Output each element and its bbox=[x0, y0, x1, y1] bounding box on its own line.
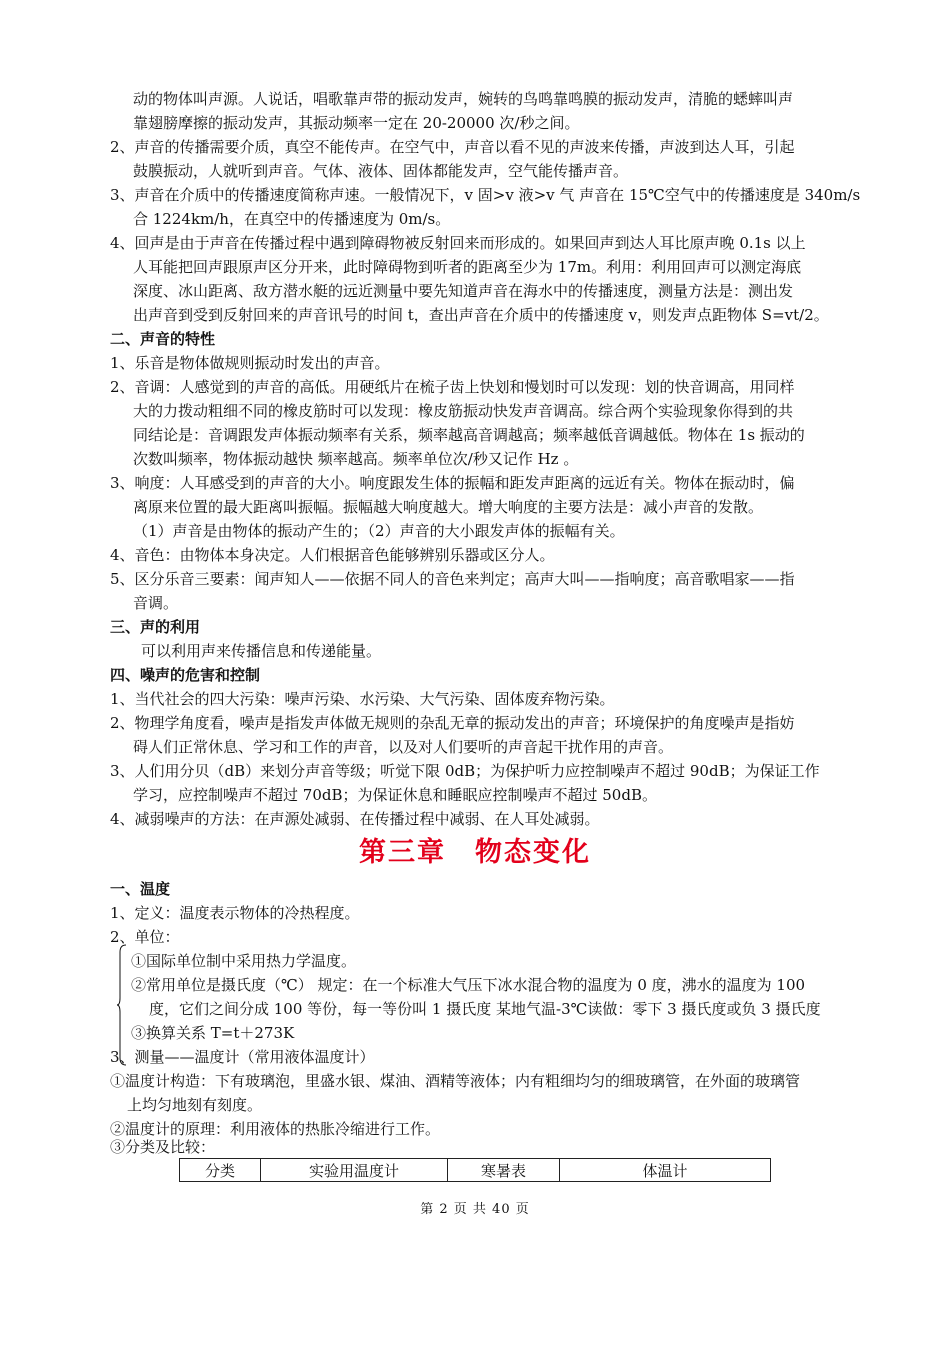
text-line: 3、声音在介质中的传播速度简称声速。一般情况下，v 固>v 液>v 气 声音在 15℃空气中的传播速度是 340m/s bbox=[110, 186, 861, 204]
text-line: 3、响度：人耳感受到的声音的大小。响度跟发生体的振幅和距发声距离的远近有关。物体在振动时，偏 bbox=[110, 474, 795, 492]
text-line: 合 1224km/h，在真空中的传播速度为 0m/s。 bbox=[133, 210, 451, 228]
table-header-cell: 体温计 bbox=[560, 1159, 771, 1182]
text-line: 动的物体叫声源。人说话，唱歌靠声带的振动发声，婉转的鸟鸣靠鸣膜的振动发声，清脆的蟋蟀叫声 bbox=[133, 90, 794, 108]
text-line: ②温度计的原理：利用液体的热胀冷缩进行工作。 bbox=[110, 1120, 441, 1138]
text-line: 3、测量——温度计（常用液体温度计） bbox=[110, 1048, 375, 1066]
text-line: 5、区分乐音三要素：闻声知人——依据不同人的音色来判定；高声大叫——指响度；高音歌唱家——指 bbox=[110, 570, 795, 588]
text-line: 离原来位置的最大距离叫振幅。振幅越大响度越大。增大响度的主要方法是：减小声音的发散。 bbox=[133, 498, 764, 516]
section-heading: 一、温度 bbox=[110, 880, 171, 898]
text-line: 上均匀地刻有刻度。 bbox=[127, 1096, 263, 1114]
text-line: 同结论是：音调跟发声体振动频率有关系，频率越高音调越高；频率越低音调越低。物体在 1s 振动的 bbox=[133, 426, 805, 444]
text-line: 鼓膜振动，人就听到声音。气体、液体、固体都能发声，空气能传播声音。 bbox=[133, 162, 629, 180]
thermometer-comparison-table bbox=[179, 1158, 771, 1182]
text-line: 大的力拨动粗细不同的橡皮筋时可以发现：橡皮筋振动快发声音调高。综合两个实验现象你得到的共 bbox=[133, 402, 794, 420]
text-line: 人耳能把回声跟原声区分开来，此时障碍物到听者的距离至少为 17m。利用：利用回声可以测定海底 bbox=[133, 258, 802, 276]
text-line: 2、声音的传播需要介质，真空不能传声。在空气中，声音以看不见的声波来传播，声波到达人耳，引起 bbox=[110, 138, 795, 156]
text-line: 可以利用声来传播信息和传递能量。 bbox=[141, 642, 382, 660]
text-line: 碍人们正常休息、学习和工作的声音，以及对人们要听的声音起干扰作用的声音。 bbox=[133, 738, 674, 756]
section-heading: 四、噪声的危害和控制 bbox=[110, 666, 261, 684]
text-line: 音调。 bbox=[133, 594, 179, 612]
page-footer: 第 2 页 共 40 页 bbox=[420, 1202, 530, 1217]
table-header-cell: 实验用温度计 bbox=[261, 1159, 448, 1182]
text-line: 4、回声是由于声音在传播过程中遇到障碍物被反射回来而形成的。如果回声到达人耳比原声晚 0.1s 以上 bbox=[110, 234, 806, 252]
text-line: 2、单位： bbox=[110, 928, 180, 946]
text-line: 2、物理学角度看，噪声是指发声体做无规则的杂乱无章的振动发出的声音；环境保护的角度噪声是指妨 bbox=[110, 714, 795, 732]
text-line: 深度、冰山距离、敌方潜水艇的远近测量中要先知道声音在海水中的传播速度，测量方法是：测出发 bbox=[133, 282, 794, 300]
text-line: 4、减弱噪声的方法：在声源处减弱、在传播过程中减弱、在人耳处减弱。 bbox=[110, 810, 600, 828]
text-line: 靠翅膀摩擦的振动发声，其振动频率一定在 20-20000 次/秒之间。 bbox=[133, 114, 580, 132]
text-line: 学习，应控制噪声不超过 70dB；为保证休息和睡眠应控制噪声不超过 50dB。 bbox=[133, 786, 657, 804]
text-line: 2、音调：人感觉到的声音的高低。用硬纸片在梳子齿上快划和慢划时可以发现：划的快音调高，用同样 bbox=[110, 378, 795, 396]
text-line: ①温度计构造：下有玻璃泡，里盛水银、煤油、酒精等液体；内有粗细均匀的细玻璃管，在外面的玻璃管 bbox=[110, 1072, 801, 1090]
text-line: 1、定义：温度表示物体的冷热程度。 bbox=[110, 904, 360, 922]
section-heading: 二、声音的特性 bbox=[110, 330, 216, 348]
text-line: 1、乐音是物体做规则振动时发出的声音。 bbox=[110, 354, 390, 372]
text-line: 1、当代社会的四大污染：噪声污染、水污染、大气污染、固体废弃物污染。 bbox=[110, 690, 615, 708]
text-line: 4、音色：由物体本身决定。人们根据音色能够辨别乐器或区分人。 bbox=[110, 546, 555, 564]
text-line: 度，它们之间分成 100 等份，每一等份叫 1 摄氏度 某地气温-3℃读做：零下 3 摄氏度或负 3 摄氏度 bbox=[149, 1000, 821, 1018]
chapter-title: 第三章 物态变化 bbox=[359, 837, 591, 868]
section-heading: 三、声的利用 bbox=[110, 618, 201, 636]
text-line: （1）声音是由物体的振动产生的；（2）声音的大小跟发声体的振幅有关。 bbox=[133, 522, 625, 540]
text-line: 3、人们用分贝（dB）来划分声音等级；听觉下限 0dB；为保护听力应控制噪声不超过 90dB；为保证工作 bbox=[110, 762, 820, 780]
text-line: ③换算关系 T=t＋273K bbox=[131, 1024, 295, 1042]
text-line: ①国际单位制中采用热力学温度。 bbox=[131, 952, 357, 970]
table-header-cell: 寒暑表 bbox=[448, 1159, 560, 1182]
text-line: ③分类及比较： bbox=[110, 1138, 216, 1156]
table-row bbox=[180, 1159, 771, 1182]
table-header-cell: 分类 bbox=[180, 1159, 261, 1182]
text-line: ②常用单位是摄氏度（℃） 规定：在一个标准大气压下冰水混合物的温度为 0 度，沸水的温度为 100 bbox=[131, 976, 806, 994]
text-line: 次数叫频率，物体振动越快 频率越高。频率单位次/秒又记作 Hz 。 bbox=[133, 450, 579, 468]
text-line: 出声音到受到反射回来的声音讯号的时间 t，查出声音在介质中的传播速度 v，则发声点距物体 S=vt/2。 bbox=[133, 306, 829, 324]
